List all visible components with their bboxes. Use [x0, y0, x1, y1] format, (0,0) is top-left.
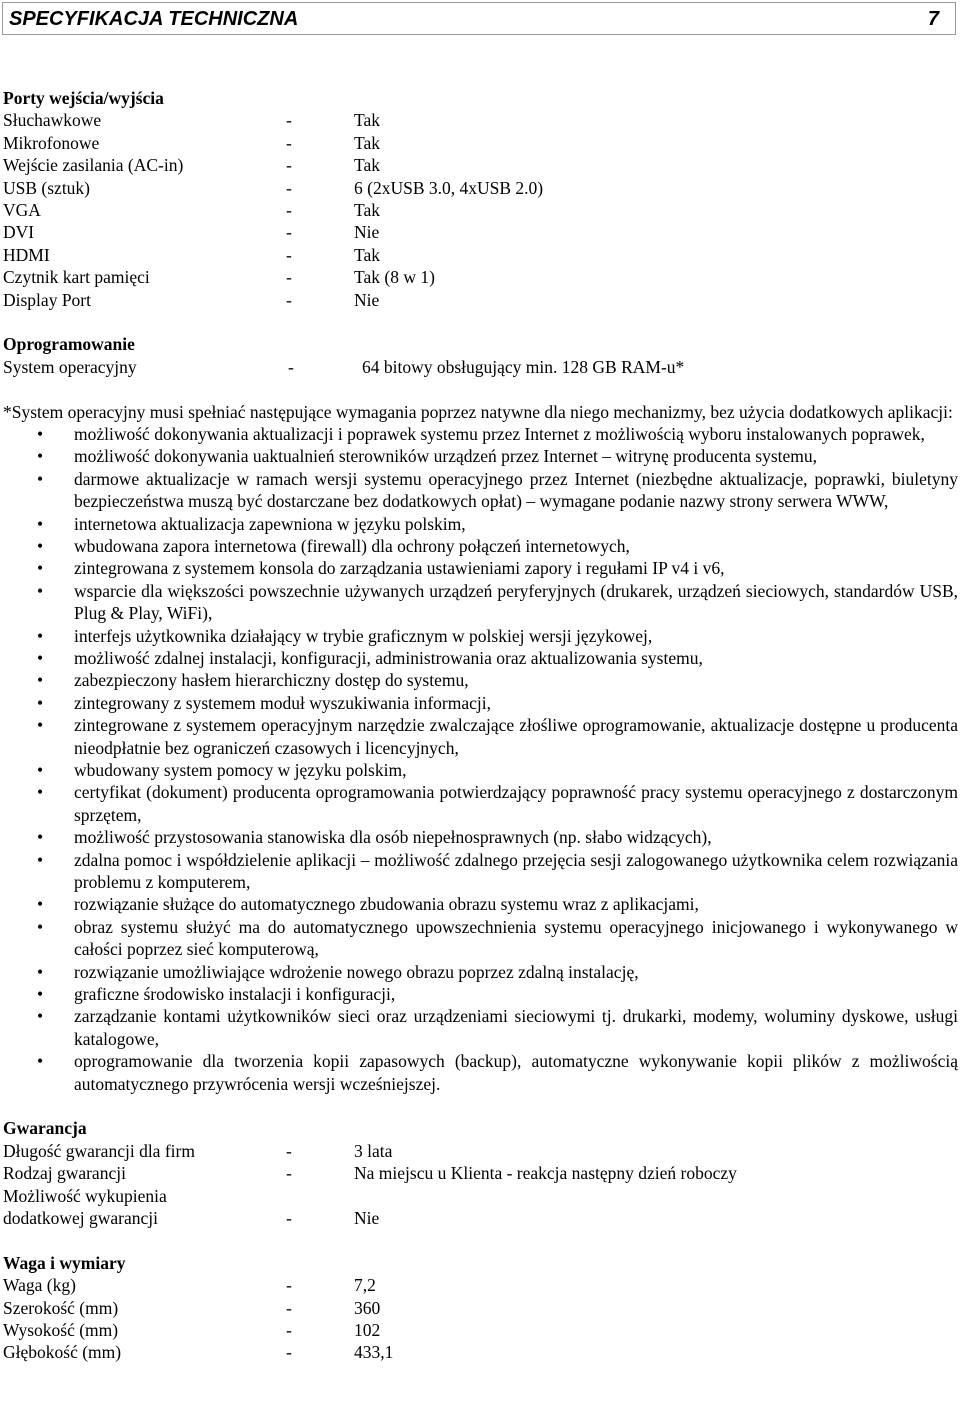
page-number: 7	[927, 8, 939, 30]
warranty-section	[3, 1117, 958, 1229]
software-section	[3, 333, 958, 1095]
spec-row-vga	[3, 199, 958, 221]
warranty-heading: Gwarancja	[3, 1118, 87, 1139]
spec-dash: -	[286, 289, 292, 310]
spec-dash: -	[286, 1275, 292, 1296]
list-item	[3, 983, 958, 1005]
document-body	[3, 87, 958, 1364]
bullet: •	[37, 468, 44, 489]
list-item	[3, 692, 958, 714]
list-item	[3, 669, 958, 691]
spec-row-ac-in	[3, 154, 958, 176]
spec-label: Możliwość wykupienia	[3, 1185, 167, 1206]
os-requirements-list	[3, 423, 958, 1095]
bullet: •	[37, 692, 44, 713]
spec-dash: -	[286, 132, 292, 153]
spec-value: 7,2	[354, 1275, 376, 1296]
section-gap	[3, 378, 958, 400]
spec-row-warranty-length	[3, 1140, 958, 1162]
list-item-text: zintegrowane z systemem operacyjnym narzędzie zwalczające złośliwe oprogramowanie, aktualizacje dostępne u producenta nieodpłatnie bez ograniczeń czasowych i licencyjnych,	[74, 715, 958, 758]
spec-dash: -	[286, 110, 292, 131]
list-item	[3, 826, 958, 848]
ports-section	[3, 87, 958, 311]
spec-dash: -	[286, 1320, 292, 1341]
list-item-text: rozwiązanie służące do automatycznego zbudowania obrazu systemu wraz z aplikacjami,	[74, 894, 699, 915]
spec-label: USB (sztuk)	[3, 177, 91, 198]
spec-label: HDMI	[3, 244, 50, 265]
list-item	[3, 781, 958, 826]
spec-value: 64 bitowy obsługujący min. 128 GB RAM-u*	[362, 356, 685, 377]
spec-value: Nie	[354, 289, 380, 310]
spec-row-dvi	[3, 221, 958, 243]
spec-dash: -	[286, 267, 292, 288]
list-item	[3, 513, 958, 535]
spec-value: Tak	[354, 110, 380, 131]
spec-row-extra-warranty	[3, 1207, 958, 1229]
spec-dash: -	[286, 1208, 292, 1229]
list-item-text: darmowe aktualizacje w ramach wersji systemu operacyjnego przez Internet (niezbędne aktualizacje, poprawki, biuletyny bezpieczeństwa muszą być dostarczane bez dodatkowych opłat) – wymagane podanie nazwy strony serwera WWW,	[74, 468, 958, 512]
spec-value: 360	[354, 1297, 381, 1318]
list-item	[3, 1005, 958, 1050]
list-item	[3, 849, 958, 894]
list-item	[3, 557, 958, 579]
list-item	[3, 423, 958, 445]
spec-dash: -	[286, 177, 292, 198]
list-item	[3, 759, 958, 781]
spec-value: 3 lata	[354, 1140, 393, 1161]
list-item	[3, 468, 958, 513]
spec-label: Głębokość (mm)	[3, 1342, 122, 1363]
bullet: •	[37, 446, 44, 467]
spec-value: Tak	[354, 132, 380, 153]
spec-label: Mikrofonowe	[3, 132, 100, 153]
section-gap	[3, 1229, 958, 1251]
bullet: •	[37, 894, 44, 915]
bullet: •	[37, 423, 44, 444]
list-item-text: zintegrowany z systemem moduł wyszukiwania informacji,	[74, 692, 491, 713]
spec-label: Waga (kg)	[3, 1275, 76, 1296]
bullet: •	[37, 916, 44, 937]
spec-value: Na miejscu u Klienta - reakcja następny dzień roboczy	[354, 1163, 737, 1184]
list-item	[3, 535, 958, 557]
software-heading: Oprogramowanie	[3, 334, 135, 355]
list-item	[3, 647, 958, 669]
list-item-text: obraz systemu służyć ma do automatycznego upowszechnienia systemu operacyjnego inicjowanego i wykonywanego w całości poprzez sieć komputerową,	[74, 916, 958, 960]
spec-row-microphone	[3, 132, 958, 154]
bullet: •	[37, 625, 44, 646]
bullet: •	[37, 827, 44, 848]
spec-value: Tak (8 w 1)	[354, 267, 435, 288]
section-gap	[3, 311, 958, 333]
spec-value: Tak	[354, 244, 380, 265]
spec-value: 102	[354, 1320, 381, 1341]
list-item	[3, 1050, 958, 1095]
ports-heading: Porty wejścia/wyjścia	[3, 88, 164, 108]
spec-label: Czytnik kart pamięci	[3, 267, 150, 288]
spec-label: dodatkowej gwarancji	[3, 1208, 159, 1229]
list-item-text: zdalna pomoc i współdzielenie aplikacji – możliwość zdalnego przejęcia sesji zalogowanego użytkownika celem rozwiązania problemu z komputerem,	[74, 849, 958, 893]
list-item-text: możliwość dokonywania uaktualnień sterowników urządzeń przez Internet – witrynę producenta systemu,	[74, 446, 818, 467]
spec-dash: -	[286, 1297, 292, 1318]
list-item-text: wbudowany system pomocy w języku polskim,	[74, 760, 407, 780]
list-item-text: rozwiązanie umożliwiające wdrożenie nowego obrazu poprzez zdalną instalację,	[74, 961, 639, 982]
spec-row-weight	[3, 1274, 958, 1296]
spec-label: DVI	[3, 222, 35, 243]
section-gap	[3, 1095, 958, 1117]
list-item	[3, 916, 958, 961]
page-title: SPECYFIKACJA TECHNICZNA	[9, 8, 299, 30]
spec-value: 6 (2xUSB 3.0, 4xUSB 2.0)	[354, 177, 544, 198]
spec-label: Rodzaj gwarancji	[3, 1163, 126, 1184]
spec-value: Tak	[354, 155, 380, 176]
bullet: •	[37, 580, 44, 601]
list-item-text: zabezpieczony hasłem hierarchiczny dostęp do systemu,	[74, 670, 469, 691]
spec-label: Wejście zasilania (AC-in)	[3, 155, 184, 176]
bullet: •	[37, 760, 44, 780]
bullet: •	[37, 984, 44, 1005]
dimensions-section	[3, 1252, 958, 1364]
list-item-text: graficzne środowisko instalacji i konfiguracji,	[74, 984, 396, 1005]
list-item-text: zarządzanie kontami użytkowników sieci oraz urządzeniami sieciowymi tj. drukarki, modemy, woluminy dyskowe, usługi katalogowe,	[74, 1006, 958, 1049]
list-item-text: możliwość dokonywania aktualizacji i poprawek systemu przez Internet z możliwością wyboru instalowanych poprawek,	[74, 423, 925, 444]
list-item-text: certyfikat (dokument) producenta oprogramowania potwierdzający poprawność pracy systemu operacyjnego z dostarczonym sprzętem,	[74, 782, 958, 825]
spec-row-usb	[3, 177, 958, 199]
list-item-text: zintegrowana z systemem konsola do zarządzania ustawieniami zapory i regułami IP v4 i v6,	[74, 558, 725, 579]
spec-row-hdmi	[3, 244, 958, 266]
spec-dash: -	[286, 155, 292, 176]
spec-row-warranty-type	[3, 1162, 958, 1184]
list-item	[3, 445, 958, 467]
list-item	[3, 625, 958, 647]
spec-value: Tak	[354, 199, 380, 220]
page-header	[2, 2, 956, 35]
spec-row-display-port	[3, 289, 958, 311]
spec-row-depth	[3, 1341, 958, 1363]
spec-dash: -	[286, 1140, 292, 1161]
list-item-text: wsparcie dla większości powszechnie używanych urządzeń peryferyjnych (drukarek, urządzeń sieciowych, standardów USB, Plug & Play, WiFi),	[74, 580, 958, 624]
spec-dash: -	[286, 244, 292, 265]
bullet: •	[37, 670, 44, 691]
list-item-text: internetowa aktualizacja zapewniona w języku polskim,	[74, 513, 466, 534]
spec-dash: -	[286, 199, 292, 220]
bullet: •	[37, 1051, 44, 1072]
bullet: •	[37, 961, 44, 982]
list-item	[3, 961, 958, 983]
list-item-text: możliwość zdalnej instalacji, konfiguracji, administrowania oraz aktualizowania systemu,	[74, 647, 703, 668]
bullet: •	[37, 782, 44, 803]
spec-row-card-reader	[3, 266, 958, 288]
spec-label: Wysokość (mm)	[3, 1320, 119, 1341]
spec-value: Nie	[354, 1208, 380, 1229]
spec-value: Nie	[354, 222, 380, 243]
bullet: •	[37, 513, 44, 534]
bullet: •	[37, 558, 44, 579]
bullet: •	[37, 849, 44, 870]
spec-label: System operacyjny	[3, 356, 137, 377]
list-item	[3, 893, 958, 915]
spec-row-extra-warranty-label	[3, 1185, 958, 1207]
bullet: •	[37, 715, 44, 736]
bullet: •	[37, 1006, 44, 1027]
spec-dash: -	[288, 356, 294, 377]
list-item-text: wbudowana zapora internetowa (firewall) dla ochrony połączeń internetowych,	[74, 535, 630, 556]
list-item-text: oprogramowanie dla tworzenia kopii zapasowych (backup), automatyczne wykonywanie kopii plików z możliwością automatycznego przywrócenia wersji wcześniejszej.	[74, 1051, 958, 1094]
os-requirements-note: *System operacyjny musi spełniać następujące wymagania poprzez natywne dla niego mechanizmy, bez użycia dodatkowych aplikacji:	[3, 401, 953, 422]
list-item	[3, 714, 958, 759]
spec-row-headphone	[3, 109, 958, 131]
list-item-text: interfejs użytkownika działający w trybie graficznym w polskiej wersji językowej,	[74, 625, 653, 646]
spec-dash: -	[286, 222, 292, 243]
dimensions-heading: Waga i wymiary	[3, 1252, 126, 1273]
bullet: •	[37, 535, 44, 556]
spec-dash: -	[286, 1342, 292, 1363]
spec-dash: -	[286, 1163, 292, 1184]
spec-label: Słuchawkowe	[3, 110, 102, 131]
list-item-text: możliwość przystosowania stanowiska dla osób niepełnosprawnych (np. słabo widzących),	[74, 827, 712, 848]
spec-label: Display Port	[3, 289, 91, 310]
bullet: •	[37, 647, 44, 668]
spec-row-width	[3, 1297, 958, 1319]
spec-value: 433,1	[354, 1342, 394, 1363]
spec-row-operating-system	[3, 356, 958, 378]
spec-label: Długość gwarancji dla firm	[3, 1140, 195, 1161]
spec-label: VGA	[3, 199, 41, 220]
spec-label: Szerokość (mm)	[3, 1297, 119, 1318]
spec-row-height	[3, 1319, 958, 1341]
list-item	[3, 580, 958, 625]
